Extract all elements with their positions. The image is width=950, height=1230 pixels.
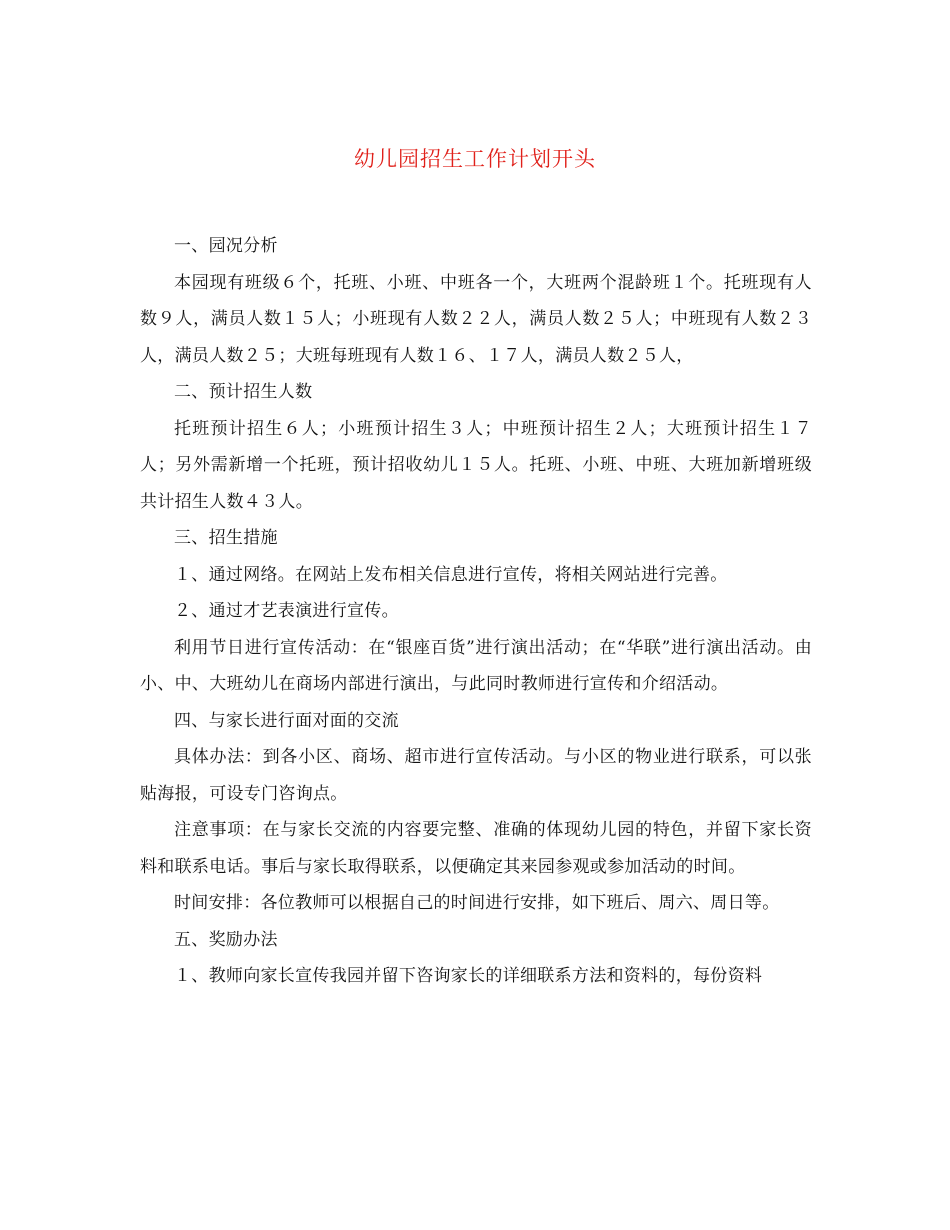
heading-reward-methods: 五、奖励办法: [174, 929, 278, 950]
heading-parent-communication: 四、与家长进行面对面的交流: [174, 710, 399, 731]
heading-campus-analysis: 一、园况分析: [174, 236, 278, 256]
paragraph-measure-performance: ２、通过才艺表演进行宣传。: [174, 601, 399, 621]
paragraph-notes: 注意事项：在与家长交流的内容要完整、准确的体现幼儿园的特色，并留下家长资料和联系电话。事后与家长取得联系，以便确定其来园参观或参加活动的时间。: [140, 820, 812, 877]
document-body: [140, 228, 812, 995]
heading-enrollment-measures: 三、招生措施: [174, 528, 278, 548]
paragraph-class-status: 本园现有班级６个，托班、小班、中班各一个，大班两个混龄班１个。托班现有人数９人，满员人数１５人；小班现有人数２２人，满员人数２５人；中班现有人数２３人，满员人数２５；大班每班现有人数１６、１７人，满员人数２５人，: [140, 272, 812, 366]
paragraph-enrollment-numbers: 托班预计招生６人；小班预计招生３人；中班预计招生２人；大班预计招生１７人；另外需新增一个托班，预计招收幼儿１５人。托班、小班、中班、大班加新增班级共计招生人数４３人。: [140, 418, 812, 512]
document-title: 幼儿园招生工作计划开头: [354, 147, 596, 171]
paragraph-holiday-activities: 利用节日进行宣传活动：在“银座百货”进行演出活动；在“华联”进行演出活动。由小、中、大班幼儿在商场内部进行演出，与此同时教师进行宣传和介绍活动。: [140, 637, 812, 694]
paragraph-reward-one: １、教师向家长宣传我园并留下咨询家长的详细联系方法和资料的，每份资料: [174, 966, 763, 986]
heading-expected-enrollment: 二、预计招生人数: [174, 382, 313, 402]
paragraph-specific-methods: 具体办法：到各小区、商场、超市进行宣传活动。与小区的物业进行联系，可以张贴海报，可设专门咨询点。: [140, 747, 812, 804]
paragraph-schedule: 时间安排：各位教师可以根据自己的时间进行安排，如下班后、周六、周日等。: [174, 893, 780, 913]
paragraph-measure-network: １、通过网络。在网站上发布相关信息进行宣传，将相关网站进行完善。: [174, 564, 728, 585]
